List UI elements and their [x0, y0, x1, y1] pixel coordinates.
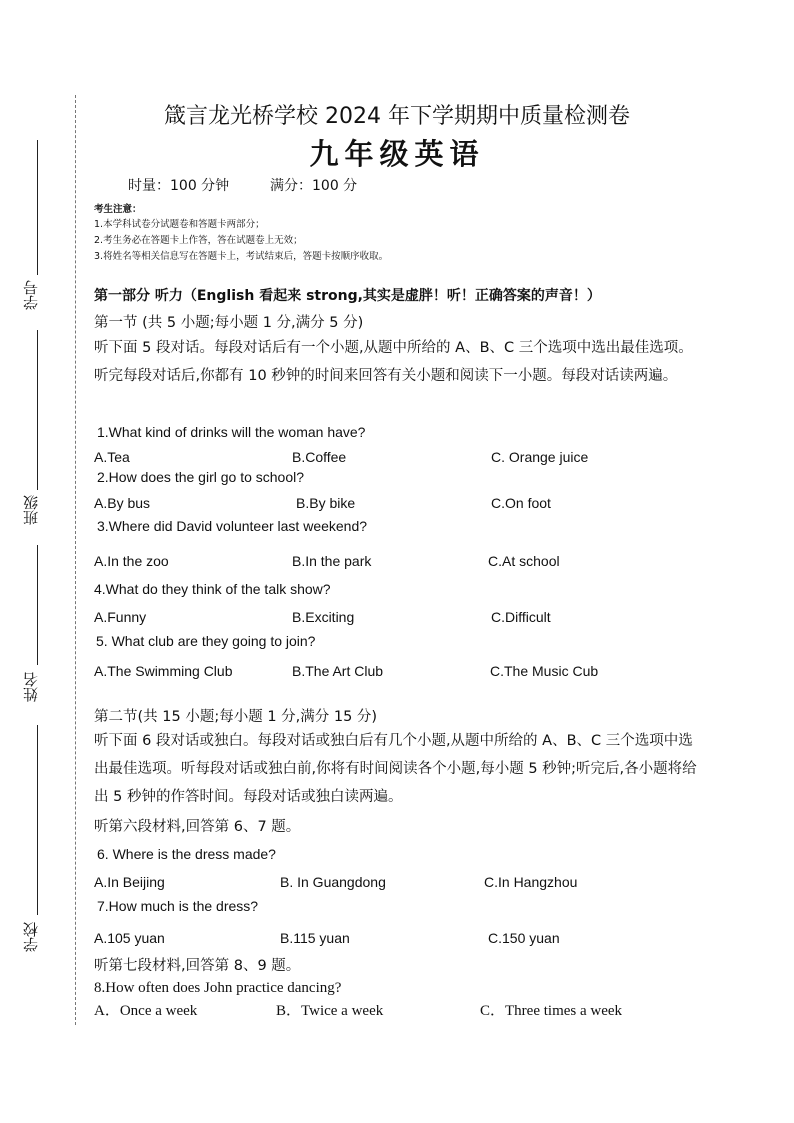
section2-heading: 第二节(共 15 小题;每小题 1 分,满分 15 分) [94, 709, 378, 725]
school-blank[interactable] [37, 725, 38, 915]
question-3: 3.Where did David volunteer last weekend? [97, 518, 368, 534]
notice-item: 1.本学科试卷分试题卷和答题卡两部分； [94, 219, 265, 230]
q5-option-a[interactable]: A.The Swimming Club [94, 663, 233, 679]
q2-option-b[interactable]: B.By bike [296, 495, 356, 511]
fold-line [75, 95, 76, 1025]
question-7: 7.How much is the dress? [97, 898, 259, 914]
q6-option-b[interactable]: B. In Guangdong [280, 874, 386, 890]
q3-option-a[interactable]: A.In the zoo [94, 553, 169, 569]
section1-heading: 第一节 (共 5 小题;每小题 1 分,满分 5 分) [94, 315, 364, 331]
question-6: 6. Where is the dress made? [97, 846, 276, 862]
part1-heading: 第一部分 听力（English 看起来 strong,其实是虚胖！听！正确答案的声音！） [94, 288, 601, 304]
time-limit: 时量：100 分钟 [128, 178, 230, 194]
q1-option-b[interactable]: B.Coffee [292, 449, 347, 465]
exam-title: 箴言龙光桥学校 2024 年下学期期中质量检测卷 [164, 104, 630, 129]
notice-item: 2.考生务必在答题卡上作答，答在试题卷上无效； [94, 235, 303, 246]
q5-option-c[interactable]: C.The Music Cub [490, 663, 599, 679]
class-label: 班级 [22, 495, 40, 525]
passage7-prompt: 听第七段材料,回答第 8、9 题。 [94, 958, 301, 974]
q8-option-a[interactable]: A．Once a week [94, 1003, 198, 1019]
full-marks: 满分：100 分 [270, 178, 358, 194]
q7-option-c[interactable]: C.150 yuan [488, 930, 560, 946]
question-1: 1.What kind of drinks will the woman have? [97, 424, 366, 440]
question-4: 4.What do they think of the talk show? [94, 581, 331, 597]
name-blank[interactable] [37, 545, 38, 665]
q3-option-c[interactable]: C.At school [488, 553, 560, 569]
q2-option-a[interactable]: A.By bus [94, 495, 151, 511]
school-label: 学校 [22, 922, 40, 952]
q4-option-a[interactable]: A.Funny [94, 609, 147, 625]
q8-option-b[interactable]: B．Twice a week [276, 1003, 384, 1019]
q8-option-c[interactable]: C．Three times a week [480, 1003, 623, 1019]
q1-option-c[interactable]: C. Orange juice [491, 449, 589, 465]
exam-subtitle: 九年级英语 [309, 137, 485, 171]
student-id-label: 学号 [22, 280, 40, 310]
section1-instructions: 听下面 5 段对话。每段对话后有一个小题,从题中所给的 A、B、C 三个选项中选出最佳选项。听完每段对话后,你都有 10 秒钟的时间来回答有关小题和阅读下一小题。每段对话读两遍。 [94, 340, 693, 384]
question-5: 5. What club are they going to join? [96, 633, 316, 649]
q2-option-c[interactable]: C.On foot [491, 495, 551, 511]
q4-option-b[interactable]: B.Exciting [292, 609, 355, 625]
question-8: 8.How often does John practice dancing? [94, 980, 342, 996]
name-label: 姓名 [22, 672, 40, 702]
q6-option-a[interactable]: A.In Beijing [94, 874, 165, 890]
passage6-prompt: 听第六段材料,回答第 6、7 题。 [94, 819, 301, 835]
section2-instructions: 听下面 6 段对话或独白。每段对话或独白后有几个小题,从题中所给的 A、B、C 三个选项中选出最佳选项。听每段对话或独白前,你将有时间阅读各个小题,每小题 5 秒钟;听完后,各小题将给出 5 秒钟的作答时间。每段对话或独白读两遍。 [94, 733, 697, 805]
notice-item: 3.将姓名等相关信息写在答题卡上，考试结束后，答题卡按顺序收取。 [94, 251, 389, 262]
question-2: 2.How does the girl go to school? [97, 469, 305, 485]
q7-option-a[interactable]: A.105 yuan [94, 930, 165, 946]
q5-option-b[interactable]: B.The Art Club [292, 663, 384, 679]
class-blank[interactable] [37, 330, 38, 490]
q3-option-b[interactable]: B.In the park [292, 553, 372, 569]
notice-heading: 考生注意： [94, 204, 142, 215]
q7-option-b[interactable]: B.115 yuan [280, 930, 350, 946]
q1-option-a[interactable]: A.Tea [94, 449, 130, 465]
q4-option-c[interactable]: C.Difficult [491, 609, 551, 625]
q6-option-c[interactable]: C.In Hangzhou [484, 874, 578, 890]
